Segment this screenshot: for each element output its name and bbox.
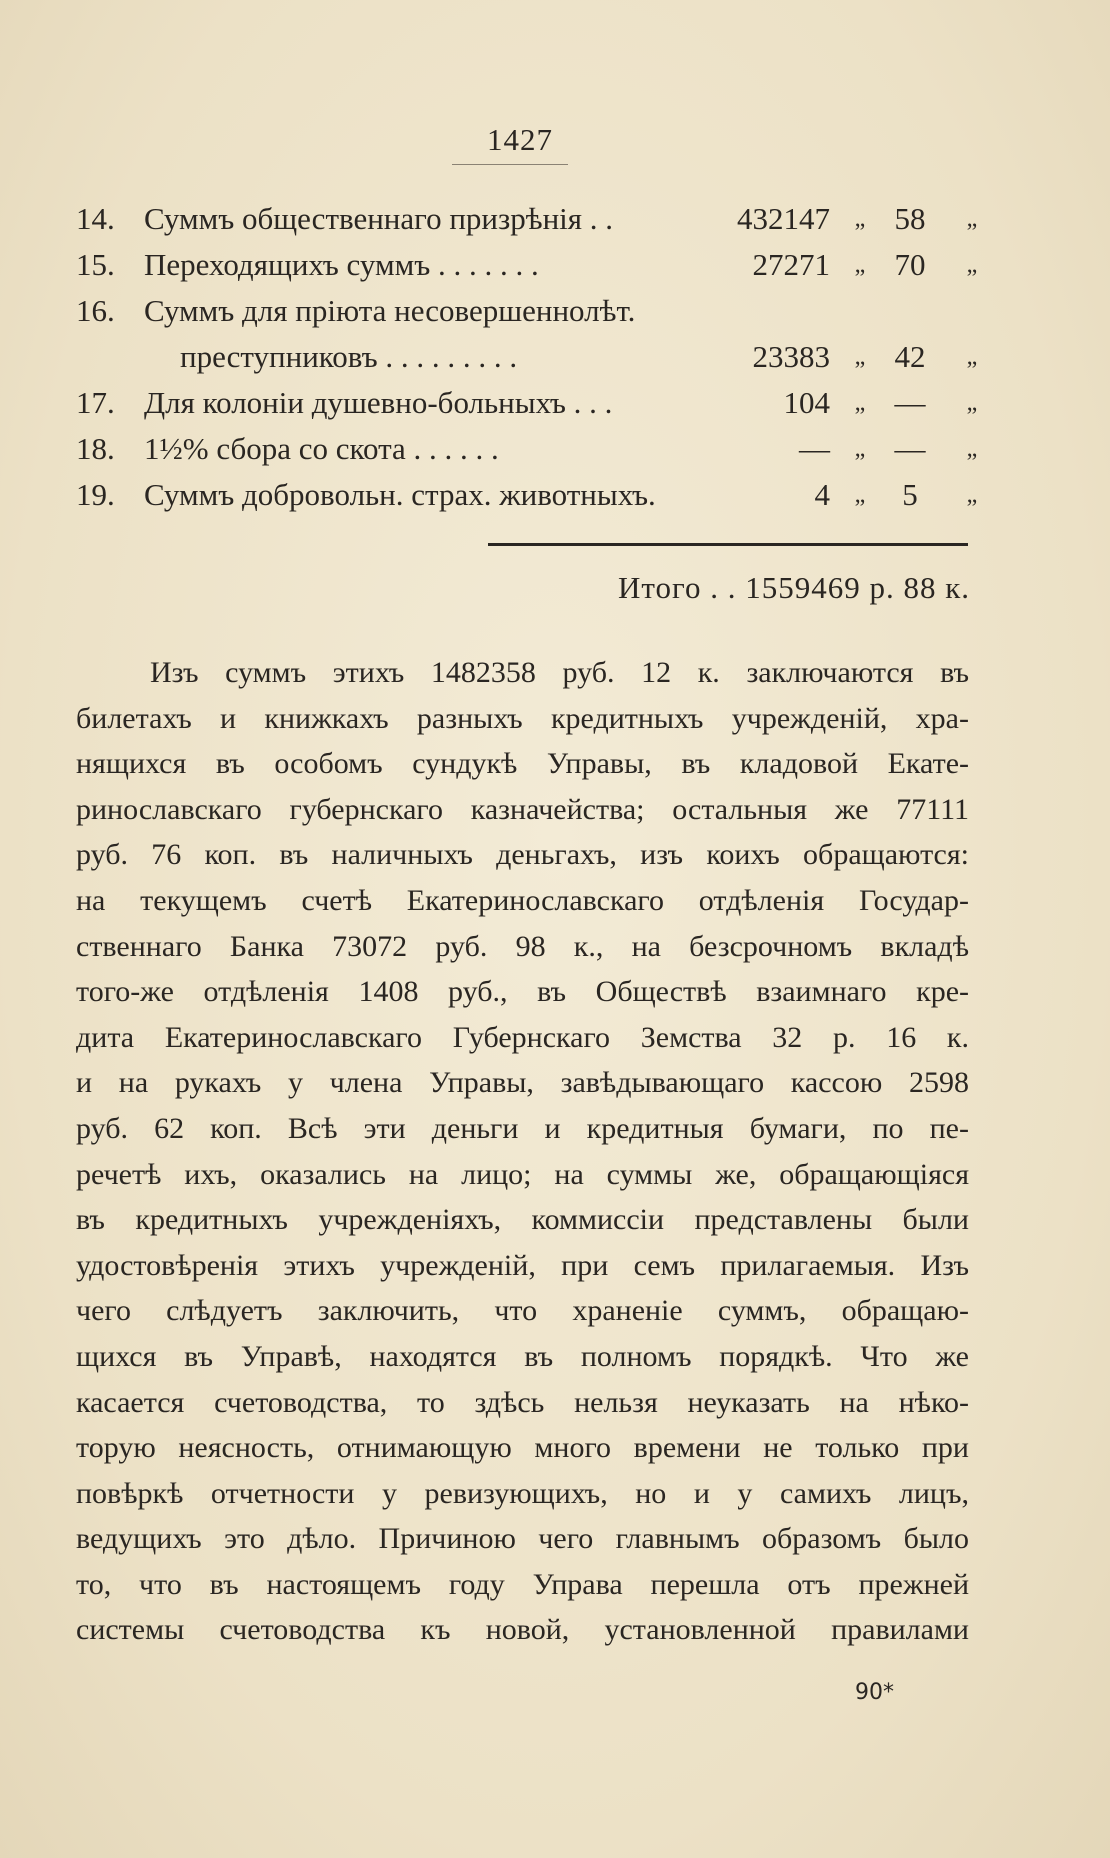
total-line: Итого . . 1559469 р. 88 к. [617,570,970,605]
ditto-mark: „ [966,344,978,370]
paragraph-line: удостовѣренія этихъ учрежденій, при семъ прилагаемыя. Изъ [76,1248,969,1282]
ditto-mark: „ [854,482,866,508]
row-kopecks: 42 [894,339,926,374]
row-number: 19. [76,477,115,512]
row-amount: 23383 [752,339,830,374]
table-row [0,426,1110,472]
total-rule [488,543,968,546]
paragraph-line: системы счетоводства къ новой, установленной правилами [76,1613,969,1647]
row-label: Для колоніи душевно-больныхъ . . . [144,385,613,420]
paragraph-line: ственнаго Банка 73072 руб. 98 к., на безсрочномъ вкладѣ [76,929,969,963]
table-row [0,288,1110,334]
row-amount: 432147 [737,201,830,236]
ditto-mark: „ [966,252,978,278]
paragraph-line: торую неясность, отнимающую много времени не только при [76,1431,969,1465]
ditto-mark: „ [854,344,866,370]
row-number: 15. [76,247,115,282]
body-paragraph [76,650,969,1653]
page-number: 1427 [487,122,553,157]
ditto-mark: „ [966,390,978,416]
row-amount: 27271 [752,247,830,282]
ditto-mark: „ [854,436,866,462]
row-number: 17. [76,385,115,420]
table-row [0,242,1110,288]
table-row [0,472,1110,518]
row-kopecks: — [894,431,926,466]
paragraph-line: повѣркѣ отчетности у ревизующихъ, но и у самихъ лицъ, [76,1476,969,1510]
table-row [0,334,1110,380]
row-kopecks: 5 [902,477,918,512]
row-label: Суммъ общественнаго призрѣнія . . [144,201,614,236]
paragraph-line: ринославскаго губернскаго казначейства; остальныя же 77111 [76,792,969,826]
paragraph-line: на текущемъ счетѣ Екатеринославскаго отдѣленія Государ- [76,883,969,917]
ditto-mark: „ [966,436,978,462]
signature-mark: 90* [855,1680,894,1705]
row-label: Суммъ добровольн. страх. животныхъ. [144,477,656,512]
paragraph-line: руб. 62 коп. Всѣ эти деньги и кредитныя бумаги, по пе- [76,1111,969,1145]
paragraph-line: того-же отдѣленія 1408 руб., въ Обществѣ взаимнаго кре- [76,975,969,1009]
row-label: Суммъ для пріюта несовершеннолѣт. [144,293,636,328]
paragraph-line: билетахъ и книжкахъ разныхъ кредитныхъ учрежденій, хра- [76,701,969,735]
row-kopecks: 58 [894,201,926,236]
ditto-mark: „ [854,252,866,278]
page-number-rule [452,164,568,165]
row-kopecks: — [894,385,926,420]
row-number: 14. [76,201,115,236]
paragraph-line: дита Екатеринославскаго Губернскаго Земства 32 р. 16 к. [76,1020,969,1054]
paragraph-line: то, что въ настоящемъ году Управа перешла отъ прежней [76,1567,969,1601]
row-amount: 4 [814,477,830,512]
row-number: 18. [76,431,115,466]
paragraph-line: въ кредитныхъ учрежденіяхъ, коммиссіи представлены были [76,1203,969,1237]
row-label: 1½% сбора со скота . . . . . . [144,431,499,466]
paragraph-line: нящихся въ особомъ сундукѣ Управы, въ кладовой Екате- [76,747,969,781]
row-kopecks: 70 [894,247,926,282]
ditto-mark: „ [854,390,866,416]
row-label: Переходящихъ суммъ . . . . . . . [144,247,539,282]
paragraph-line: руб. 76 коп. въ наличныхъ деньгахъ, изъ коихъ обращаются: [76,838,969,872]
table-row [0,380,1110,426]
row-amount: — [799,431,830,466]
ditto-mark: „ [966,482,978,508]
table-row [0,196,1110,242]
paragraph-line: Изъ суммъ этихъ 1482358 руб. 12 к. заключаются въ [150,656,969,689]
row-number: 16. [76,293,115,328]
paragraph-line: речетѣ ихъ, оказались на лицо; на суммы же, обращающіяся [76,1157,969,1191]
paragraph-line: и на рукахъ у члена Управы, завѣдывающаго кассою 2598 [76,1066,969,1100]
row-label: преступниковъ . . . . . . . . . [180,339,518,374]
ditto-mark: „ [966,206,978,232]
paragraph-line: чего слѣдуетъ заключить, что храненіе суммъ, обращаю- [76,1294,969,1328]
row-amount: 104 [783,385,830,420]
paragraph-line: ведущихъ это дѣло. Причиною чего главнымъ образомъ было [76,1522,969,1556]
paragraph-line: касается счетоводства, то здѣсь нельзя неуказать на нѣко- [76,1385,969,1419]
paragraph-line: щихся въ Управѣ, находятся въ полномъ порядкѣ. Что же [76,1339,969,1373]
ditto-mark: „ [854,206,866,232]
